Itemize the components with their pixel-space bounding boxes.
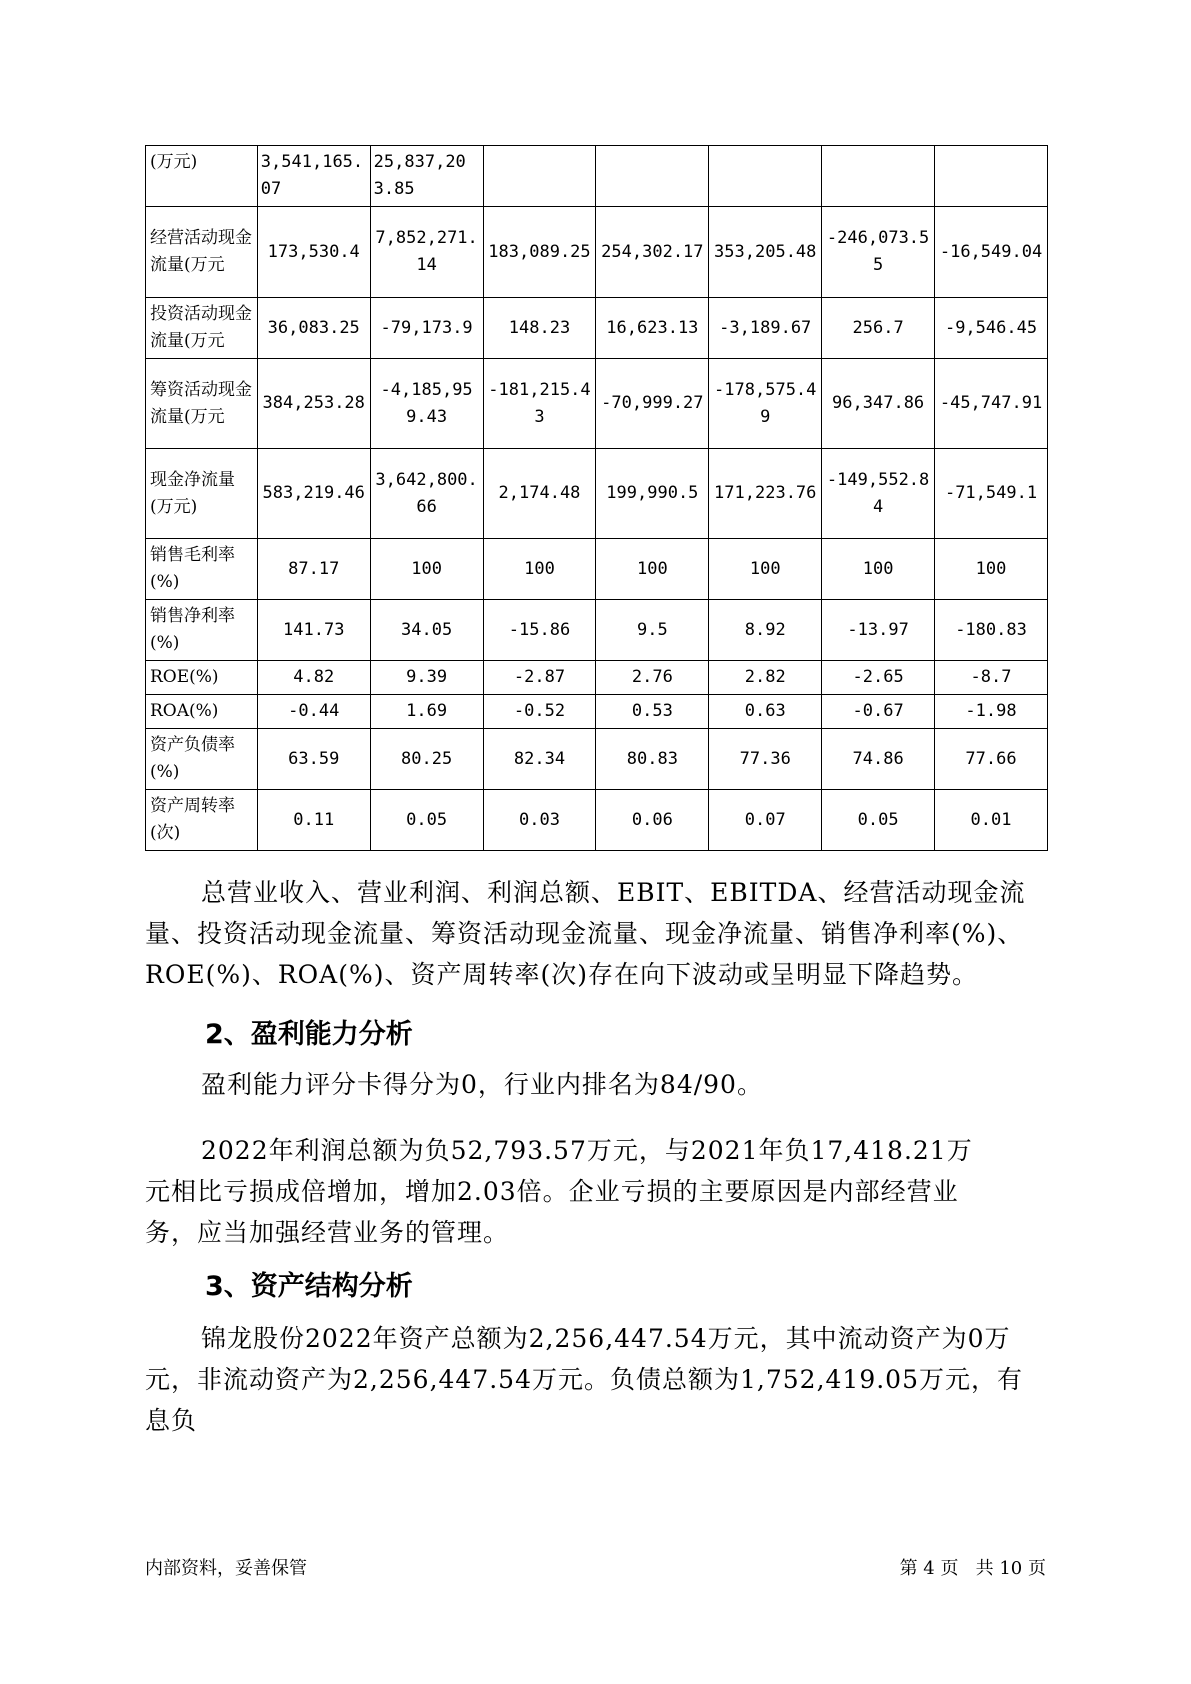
table-cell: 384,253.28: [257, 359, 370, 449]
table-cell: 2.82: [709, 661, 822, 695]
table-cell: 36,083.25: [257, 298, 370, 359]
table-row: [146, 449, 1048, 539]
table-cell: -70,999.27: [596, 359, 709, 449]
table-cell: 4.82: [257, 661, 370, 695]
table-cell: 0.05: [822, 790, 935, 851]
row-label: 销售毛利率(%): [146, 539, 258, 600]
trend-summary-paragraph: 总营业收入、营业利润、利润总额、EBIT、EBITDA、经营活动现金流量、投资活动现金流量、筹资活动现金流量、现金净流量、销售净利率(%)、ROE(%)、ROA(%)、资产周转率(次)存在向下波动或呈明显下降趋势。: [145, 878, 1026, 989]
table-cell: -71,549.1: [935, 449, 1048, 539]
table-cell: 0.63: [709, 695, 822, 729]
table-cell: 82.34: [483, 729, 596, 790]
table-row: [146, 661, 1048, 695]
table-cell: -0.44: [257, 695, 370, 729]
table-cell: 100: [483, 539, 596, 600]
table-cell: 34.05: [370, 600, 483, 661]
table-cell: 3,642,800.66: [370, 449, 483, 539]
table-cell: -15.86: [483, 600, 596, 661]
table-cell: -3,189.67: [709, 298, 822, 359]
row-label: 现金净流量(万元): [146, 449, 258, 539]
table-row: [146, 146, 1048, 207]
row-label: 资产负债率(%): [146, 729, 258, 790]
table-cell: -1.98: [935, 695, 1048, 729]
table-body: [146, 146, 1048, 851]
table-cell: -16,549.04: [935, 207, 1048, 298]
table-cell: 0.11: [257, 790, 370, 851]
table-cell: -4,185,959.43: [370, 359, 483, 449]
footer-confidential-note: 内部资料，妥善保管: [145, 1558, 307, 1579]
table-cell: 148.23: [483, 298, 596, 359]
section-heading-asset-structure: 3、资产结构分析: [205, 1271, 413, 1302]
row-label: 筹资活动现金流量(万元: [146, 359, 258, 449]
table-cell: 171,223.76: [709, 449, 822, 539]
row-label: 经营活动现金流量(万元: [146, 207, 258, 298]
table-row: [146, 207, 1048, 298]
table-cell: 87.17: [257, 539, 370, 600]
table-cell: 199,990.5: [596, 449, 709, 539]
footer-page-number: 第 4 页 共 10 页: [899, 1558, 1046, 1579]
row-label: 资产周转率(次): [146, 790, 258, 851]
table-cell: 100: [709, 539, 822, 600]
table-cell: -149,552.84: [822, 449, 935, 539]
table-cell: 0.07: [709, 790, 822, 851]
table-cell: 9.39: [370, 661, 483, 695]
row-label: ROA(%): [146, 695, 258, 729]
table-cell: 1.69: [370, 695, 483, 729]
table-row: [146, 695, 1048, 729]
table-cell: 80.83: [596, 729, 709, 790]
row-label: ROE(%): [146, 661, 258, 695]
table-cell: -181,215.43: [483, 359, 596, 449]
table-cell: [596, 146, 709, 207]
table-cell: -45,747.91: [935, 359, 1048, 449]
table-cell: 8.92: [709, 600, 822, 661]
table-cell: 63.59: [257, 729, 370, 790]
table-cell: 25,837,203.85: [370, 146, 483, 207]
table-cell: [709, 146, 822, 207]
table-cell: -0.52: [483, 695, 596, 729]
table-cell: -79,173.9: [370, 298, 483, 359]
table-cell: 100: [935, 539, 1048, 600]
row-label: 投资活动现金流量(万元: [146, 298, 258, 359]
table-cell: 16,623.13: [596, 298, 709, 359]
table-cell: 100: [822, 539, 935, 600]
asset-structure-paragraph: 锦龙股份2022年资产总额为2,256,447.54万元，其中流动资产为0万元，非流动资产为2,256,447.54万元。负债总额为1,752,419.05万元，有息负: [145, 1324, 1023, 1435]
table-cell: 256.7: [822, 298, 935, 359]
table-cell: -180.83: [935, 600, 1048, 661]
table-cell: 183,089.25: [483, 207, 596, 298]
table-cell: 100: [370, 539, 483, 600]
row-label: 销售净利率(%): [146, 600, 258, 661]
table-cell: 77.66: [935, 729, 1048, 790]
table-row: [146, 729, 1048, 790]
table-cell: 100: [596, 539, 709, 600]
table-cell: -13.97: [822, 600, 935, 661]
table-row: [146, 790, 1048, 851]
table-cell: -2.87: [483, 661, 596, 695]
table-cell: -9,546.45: [935, 298, 1048, 359]
table-cell: 254,302.17: [596, 207, 709, 298]
table-cell: -178,575.49: [709, 359, 822, 449]
table-cell: 74.86: [822, 729, 935, 790]
financial-metrics-table: [145, 145, 1048, 851]
table-cell: 0.05: [370, 790, 483, 851]
table-cell: 0.01: [935, 790, 1048, 851]
table-cell: 141.73: [257, 600, 370, 661]
table-cell: [822, 146, 935, 207]
profit-loss-paragraph: 2022年利润总额为负52,793.57万元，与2021年负17,418.21万元相比亏损成倍增加，增加2.03倍。企业亏损的主要原因是内部经营业务，应当加强经营业务的管理。: [145, 1136, 973, 1247]
table-row: [146, 539, 1048, 600]
table-cell: 173,530.4: [257, 207, 370, 298]
table-row: [146, 600, 1048, 661]
table-cell: -0.67: [822, 695, 935, 729]
table-cell: 353,205.48: [709, 207, 822, 298]
table-row: [146, 298, 1048, 359]
table-cell: 2.76: [596, 661, 709, 695]
table-cell: 0.53: [596, 695, 709, 729]
table-cell: 0.06: [596, 790, 709, 851]
table-cell: 0.03: [483, 790, 596, 851]
table-cell: [483, 146, 596, 207]
row-label: (万元): [146, 146, 258, 207]
table-cell: [935, 146, 1048, 207]
table-cell: 9.5: [596, 600, 709, 661]
table-cell: 2,174.48: [483, 449, 596, 539]
table-row: [146, 359, 1048, 449]
table-cell: 7,852,271.14: [370, 207, 483, 298]
profitability-score-paragraph: 盈利能力评分卡得分为0，行业内排名为84/90。: [201, 1070, 763, 1099]
table-cell: -246,073.55: [822, 207, 935, 298]
table-cell: 96,347.86: [822, 359, 935, 449]
table-cell: 3,541,165.07: [257, 146, 370, 207]
table-cell: -2.65: [822, 661, 935, 695]
table-cell: 80.25: [370, 729, 483, 790]
table-cell: -8.7: [935, 661, 1048, 695]
table-cell: 77.36: [709, 729, 822, 790]
section-heading-profitability: 2、盈利能力分析: [205, 1019, 413, 1050]
table-cell: 583,219.46: [257, 449, 370, 539]
